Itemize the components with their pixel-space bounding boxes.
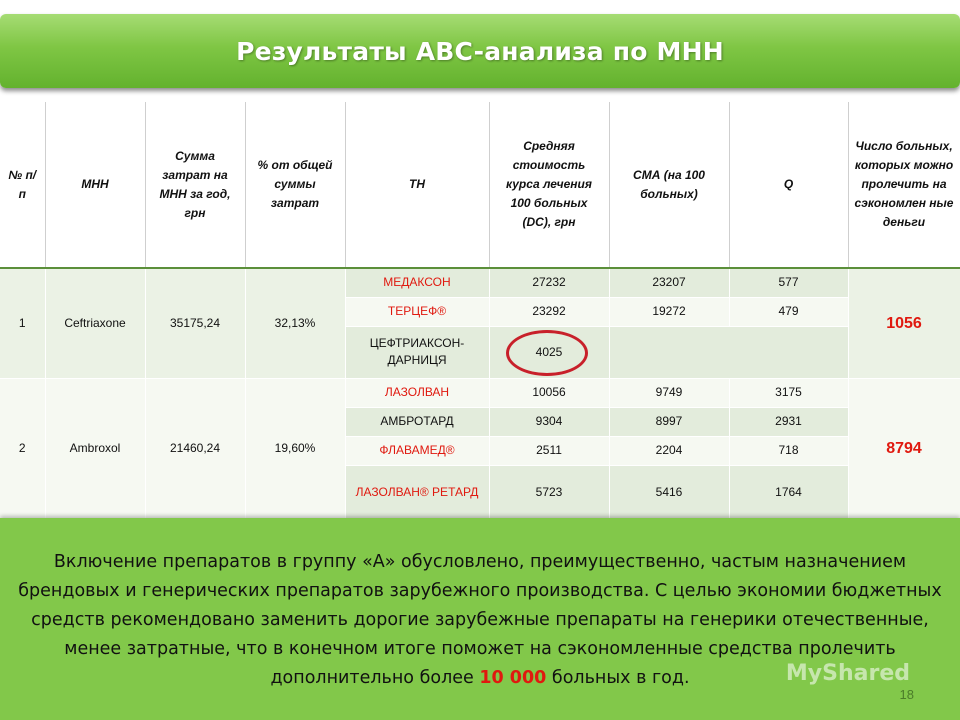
cell-cma: 2204 [609,436,729,465]
page-title: Результаты ABC-анализа по МНН [236,36,724,66]
cell-q: 718 [729,436,848,465]
cell-percent: 19,60% [245,378,345,519]
cell-mnn: Ambroxol [45,378,145,519]
cell-cma: 5416 [609,465,729,519]
cell-cma: 19272 [609,297,729,326]
cell-tn: ЛАЗОЛВАН [345,378,489,407]
cell-tn: ЛАЗОЛВАН® РЕТАРД [345,465,489,519]
cell-avg-cost: 10056 [489,378,609,407]
header-cma: СМА (на 100 больных) [609,102,729,268]
cell-cma: 9749 [609,378,729,407]
page-number: 18 [899,687,914,702]
cell-q: 2931 [729,407,848,436]
cell-q: 1764 [729,465,848,519]
cell-mnn: Ceftriaxone [45,268,145,378]
cell-tn: ФЛАВАМЕД® [345,436,489,465]
table-row [0,268,960,297]
cell-avg-cost: 2511 [489,436,609,465]
cell-empty [609,326,848,378]
cell-avg-cost [489,326,609,378]
cell-cma: 23207 [609,268,729,297]
cell-tn: ТЕРЦЕФ® [345,297,489,326]
cell-tn: ЦЕФТРИАКСОН-ДАРНИЦЯ [345,326,489,378]
cell-avg-cost: 5723 [489,465,609,519]
conclusion-highlight: 10 000 [479,668,547,688]
cell-patients: 1056 [848,268,960,378]
cell-q: 577 [729,268,848,297]
cell-cma: 8997 [609,407,729,436]
cell-tn: АМБРОТАРД [345,407,489,436]
abc-analysis-table [0,102,960,520]
header-avg-cost: Средняя стоимость курса лечения 100 больных (DC), грн [489,102,609,268]
cell-avg-cost: 9304 [489,407,609,436]
cell-sum: 35175,24 [145,268,245,378]
cell-q: 3175 [729,378,848,407]
title-banner [0,14,960,88]
header-mnn: МНН [45,102,145,268]
header-q: Q [729,102,848,268]
cell-num: 1 [0,268,45,378]
cell-sum: 21460,24 [145,378,245,519]
cell-avg-cost: 27232 [489,268,609,297]
conclusion-box [0,518,960,720]
cell-patients: 8794 [848,378,960,519]
header-tn: ТН [345,102,489,268]
conclusion-text-end: больных в год. [546,668,690,688]
header-sum: Сумма затрат на МНН за год, грн [145,102,245,268]
header-num: № п/п [0,102,45,268]
table-row [0,378,960,407]
cell-tn: МЕДАКСОН [345,268,489,297]
cell-percent: 32,13% [245,268,345,378]
cell-q: 479 [729,297,848,326]
conclusion-text-start: Включение препаратов в группу «А» обусловлено, преимущественно, частым назначением брендовых и генерических препаратов зарубежного производства. С целью экономии бюджетных средств рекомендовано заменить дорогие зарубежные препараты на генерики отечественные, менее затратные, что в конечном итоге поможет на сэкономленные средства пролечить дополнительно более [18,552,942,688]
cell-num: 2 [0,378,45,519]
header-patients: Число больных, которых можно пролечить на сэкономлен ные деньги [848,102,960,268]
cell-avg-cost: 23292 [489,297,609,326]
header-row [0,102,960,268]
circled-value: 4025 [535,344,563,359]
header-percent: % от общей суммы затрат [245,102,345,268]
watermark: MyShared [785,661,910,686]
